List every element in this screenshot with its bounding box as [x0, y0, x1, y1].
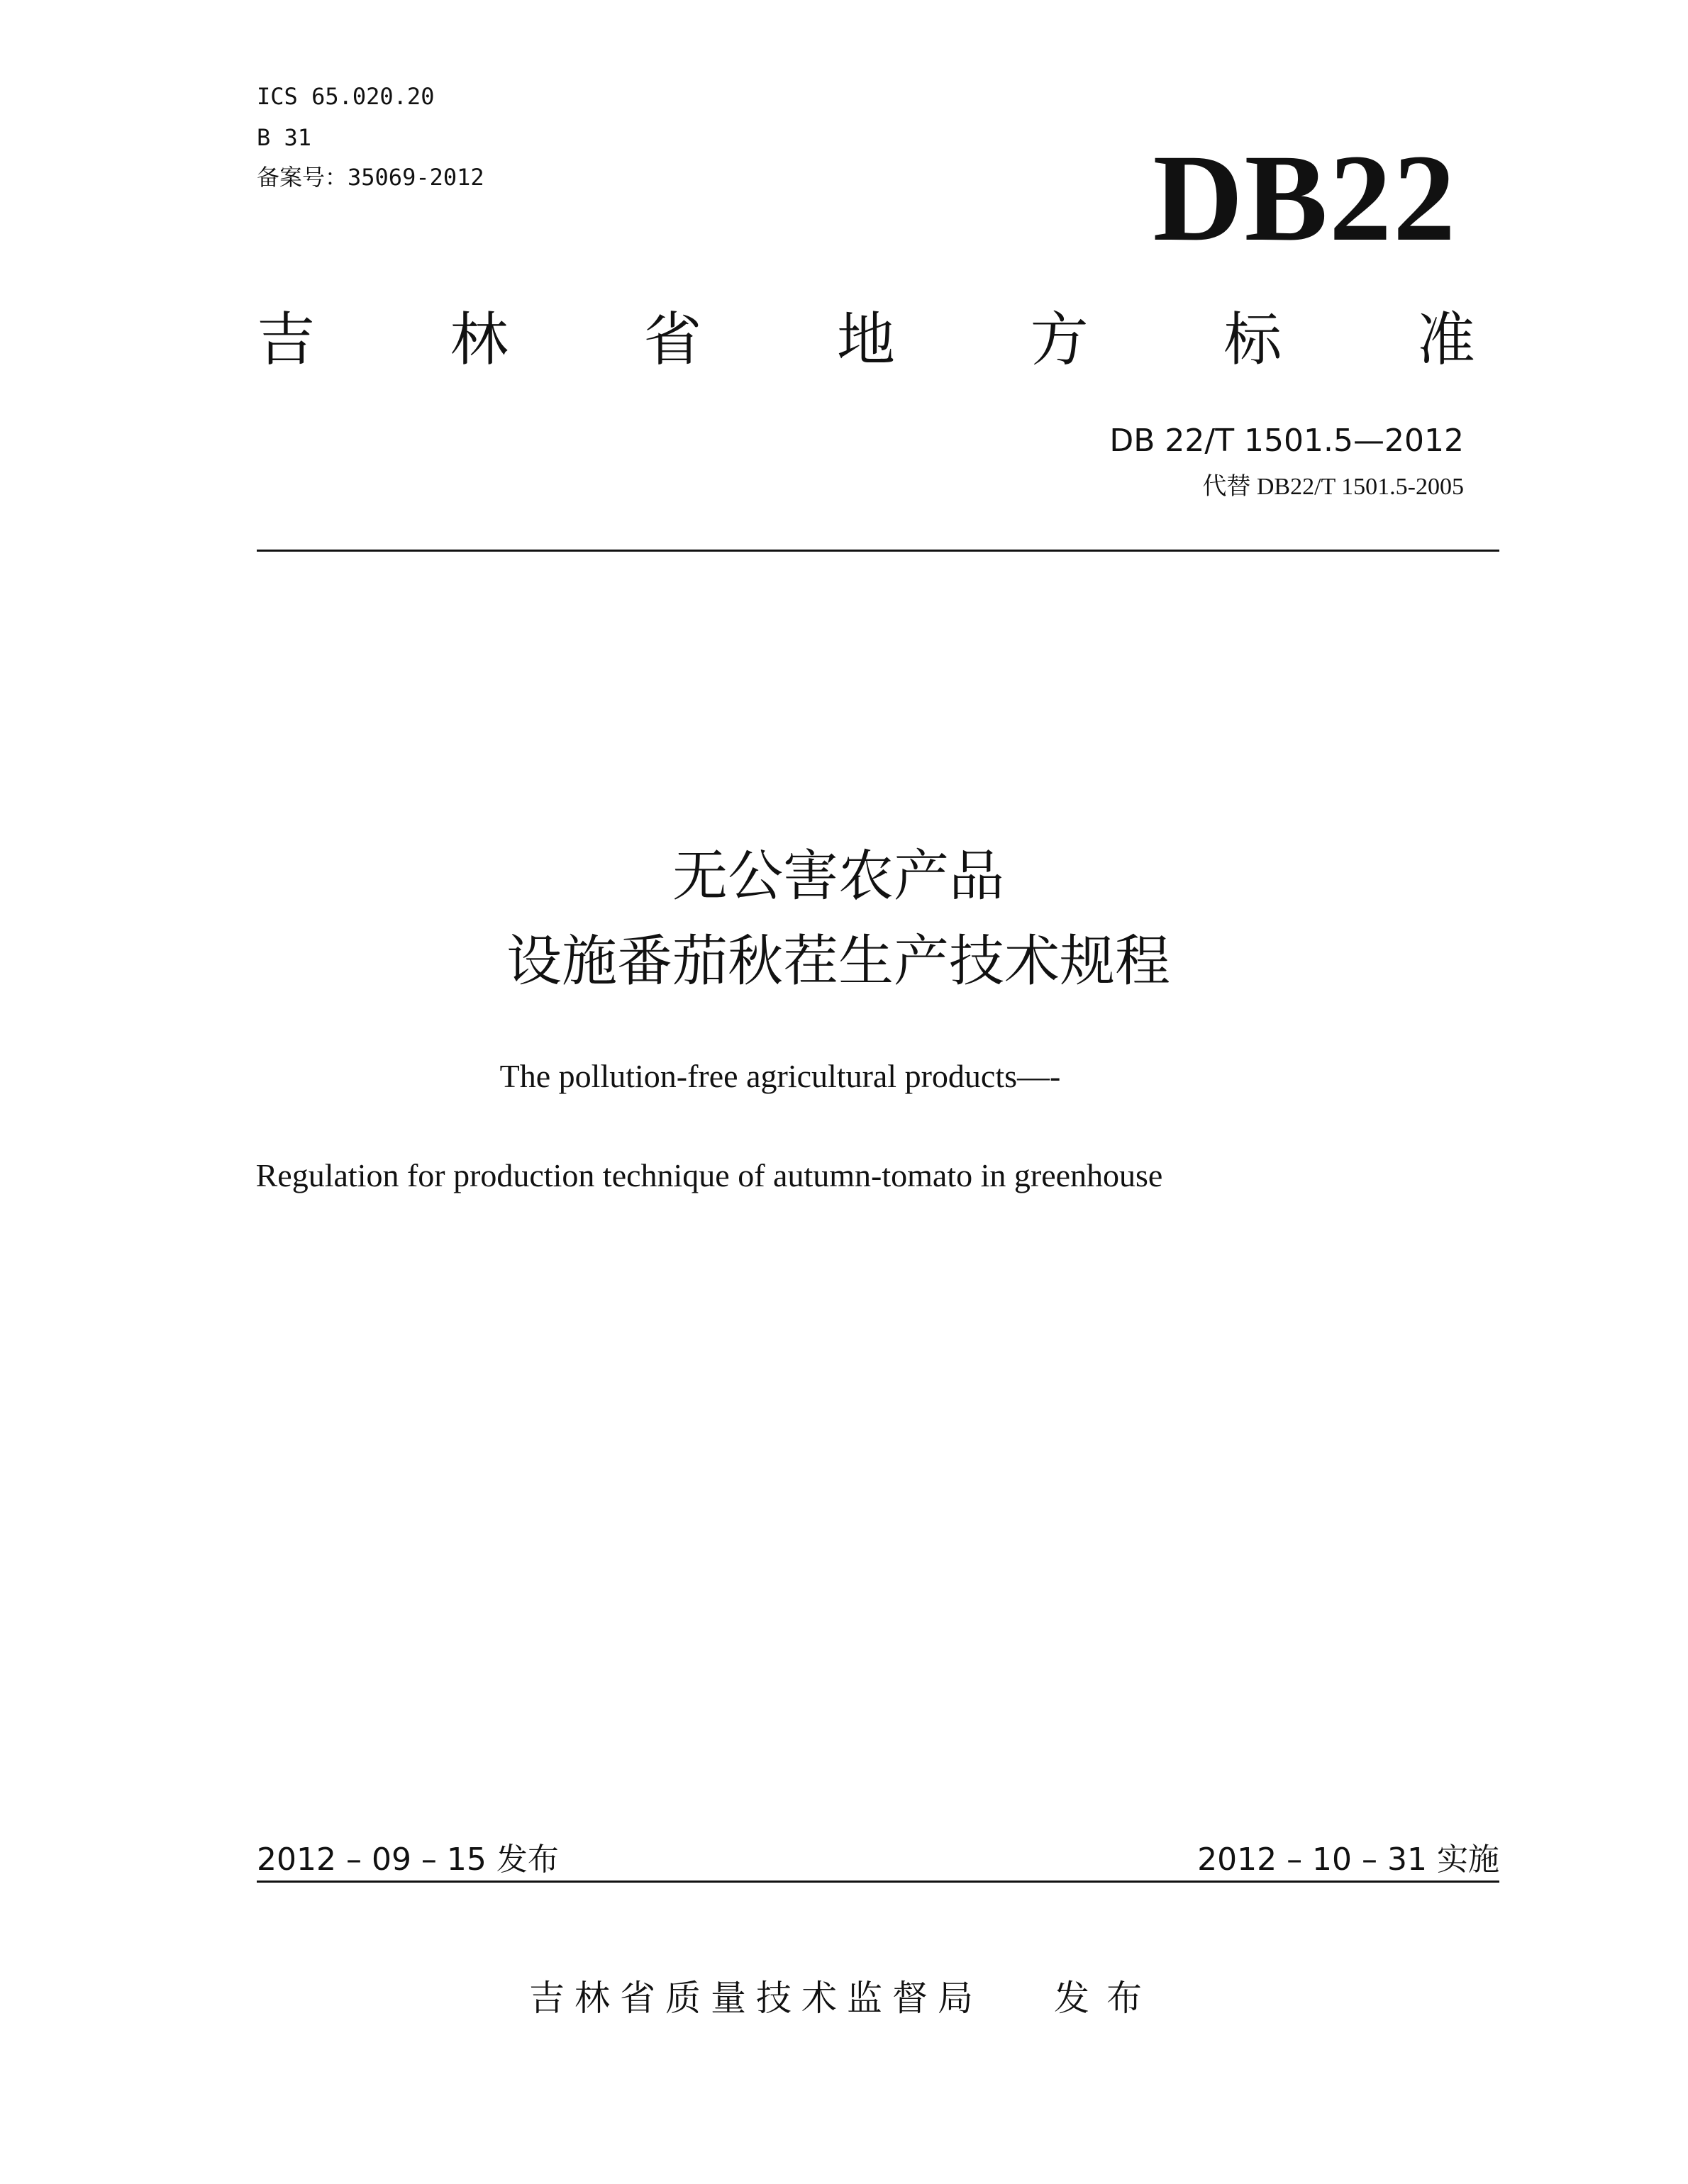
standard-code: DB 22/T 1501.5—2012: [1109, 423, 1464, 459]
publisher-line: [0, 1976, 1688, 2021]
standard-type-char: 林: [450, 306, 509, 374]
title-cn-line2: 设施番茄秋茬生产技术规程: [506, 930, 1170, 993]
title-en-line2: Regulation for production technique of autumn-tomato in greenhouse: [255, 1157, 1163, 1193]
issue-date: 2012 – 09 – 15 发布: [257, 1842, 559, 1878]
title-cn-line1: 无公害农产品: [672, 845, 1004, 908]
publisher-organization: 吉林省质量技术监督局: [529, 1978, 983, 2019]
classification-code: B 31: [257, 124, 312, 151]
standard-type-char: 准: [1416, 306, 1475, 374]
bottom-divider: [257, 1881, 1499, 1883]
standard-type-heading: [257, 305, 1475, 376]
title-en-line1: The pollution-free agricultural products—-: [499, 1058, 1061, 1094]
top-divider: [257, 550, 1499, 552]
filing-number: 备案号：35069-2012: [257, 164, 484, 191]
standard-type-char: 标: [1223, 306, 1282, 374]
implementation-date: 2012 – 10 – 31 实施: [1197, 1842, 1499, 1878]
standard-type-char: 省: [643, 306, 702, 374]
db22-logo: DB22: [1153, 129, 1457, 267]
replaces-standard: 代替 DB22/T 1501.5-2005: [1202, 474, 1464, 500]
standard-type-char: 吉: [257, 306, 316, 374]
standard-type-char: 地: [836, 306, 895, 374]
standard-type-char: 方: [1030, 306, 1089, 374]
publisher-action: 发布: [1054, 1978, 1159, 2019]
ics-code: ICS 65.020.20: [257, 83, 435, 110]
